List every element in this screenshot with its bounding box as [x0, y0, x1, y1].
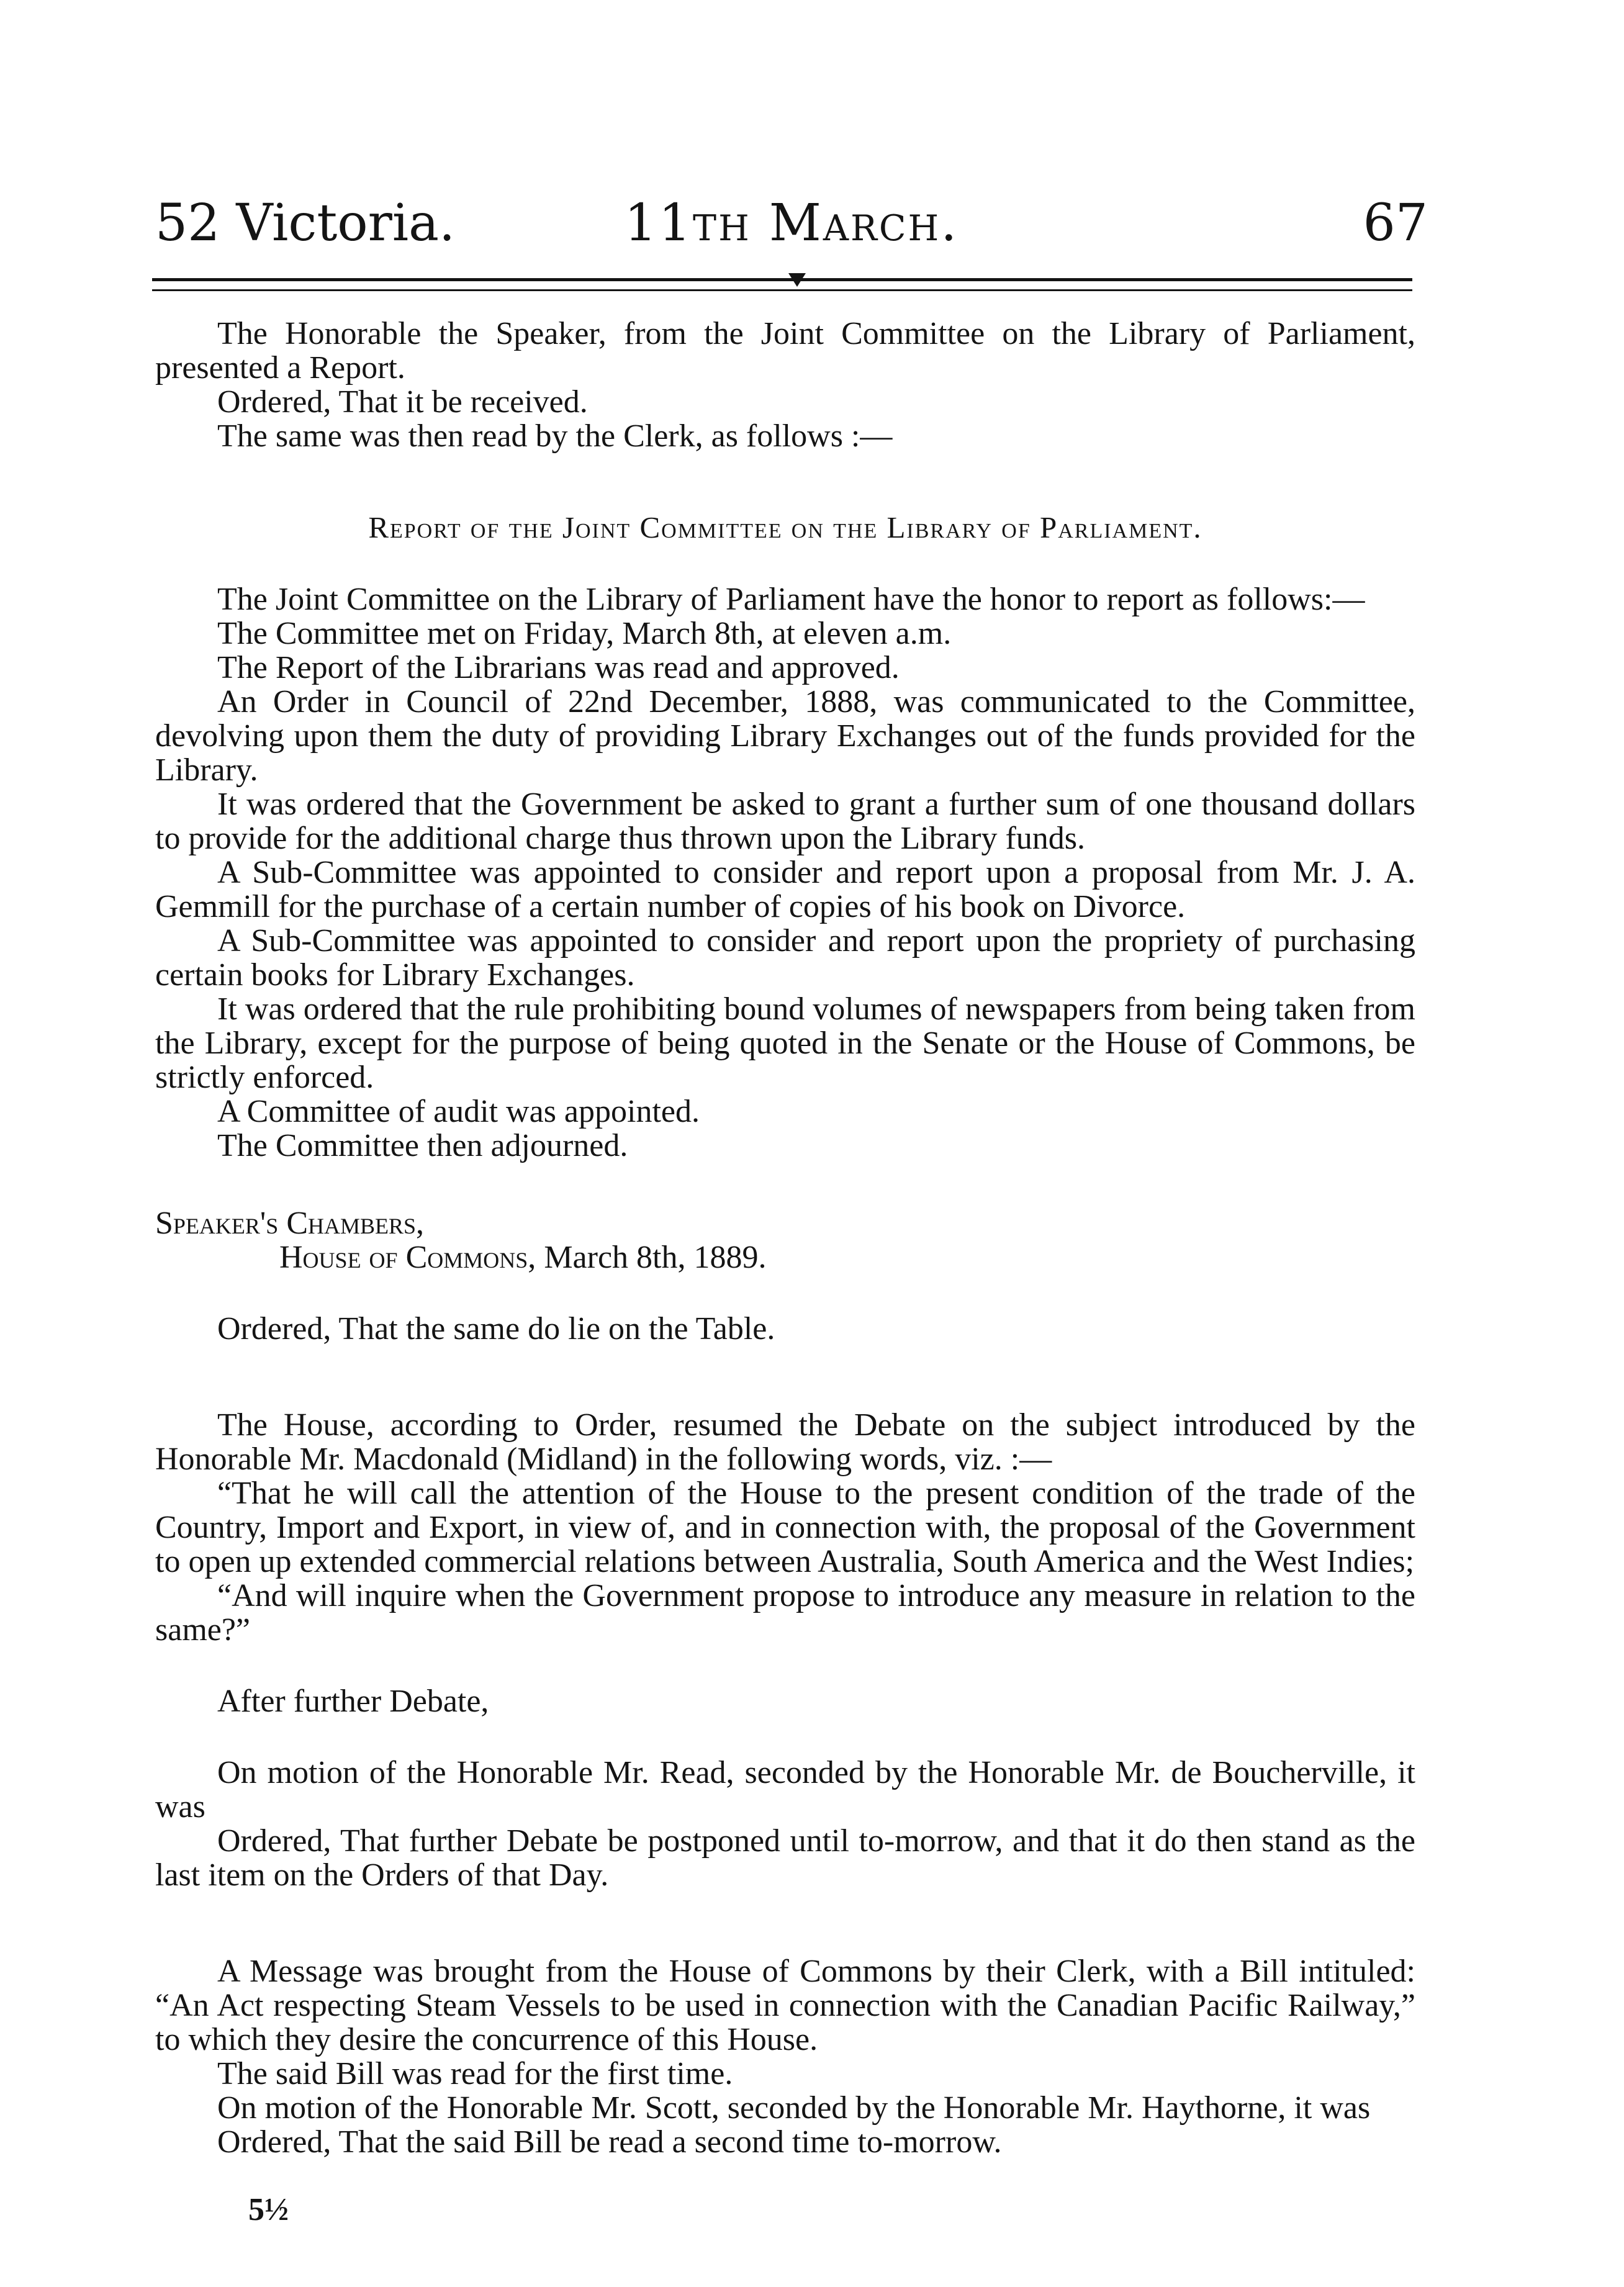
signature-place: Speaker's Chambers, [155, 1206, 425, 1241]
header-rule-thick [152, 278, 1412, 281]
report-paragraph: The Joint Committee on the Library of Parliament have the honor to report as follows:— [217, 582, 1365, 617]
signature-house: House of Commons, [279, 1240, 536, 1275]
spacer [155, 1274, 1415, 1312]
report-paragraph: The Report of the Librarians was read and approved. [217, 650, 900, 685]
signature-date [155, 1240, 1415, 1274]
spacer [155, 1892, 1415, 1954]
paragraph-first-reading: The said Bill was read for the first time. [217, 2056, 733, 2091]
running-head-volume: 52 Victoria. [155, 194, 456, 253]
page-number: 67 [1363, 194, 1428, 253]
running-head-date [155, 186, 1428, 261]
spacer [155, 1718, 1415, 1756]
report-paragraph: A Sub-Committee was appointed to consider and report upon a proposal from Mr. J. A. Gemmill for the purchase of a certain number of copies of his book on Divorce. [155, 855, 1415, 924]
header-rule-thin [152, 289, 1412, 291]
signature-date-text: March 8th, 1889. [536, 1240, 767, 1275]
report-paragraph: The Committee then adjourned. [217, 1128, 628, 1163]
paragraph-second-reading: Ordered, That the said Bill be read a second time to-morrow. [217, 2124, 1002, 2160]
report-paragraph: A Sub-Committee was appointed to consider and report upon the propriety of purchasing certain books for Library Exchanges. [155, 923, 1415, 993]
running-head [155, 186, 1428, 261]
paragraph-motion-read: On motion of the Honorable Mr. Read, seconded by the Honorable Mr. de Boucherville, it was [155, 1755, 1415, 1825]
report-paragraph: A Committee of audit was appointed. [217, 1094, 700, 1129]
page-body [155, 317, 1415, 2159]
paragraph-debate-resumed: The House, according to Order, resumed the Debate on the subject introduced by the Honorable Mr. Macdonald (Midland) in the following words, viz. :— [155, 1407, 1415, 1477]
paragraph-message-commons: A Message was brought from the House of Commons by their Clerk, with a Bill intituled: “An Act respecting Steam Vessels to be used in connection with the Canadian Pacific Railway,” to which they desire the concurrence of this House. [155, 1954, 1415, 2057]
report-paragraph: It was ordered that the rule prohibiting bound volumes of newspapers from being taken from the Library, except for the purpose of being quoted in the Senate or the House of Commons, be strictly enforced. [155, 991, 1415, 1095]
paragraph-debate-postponed: Ordered, That further Debate be postponed until to-morrow, and that it do then stand as the last item on the Orders of that Day. [155, 1823, 1415, 1893]
report-paragraph: It was ordered that the Government be asked to grant a further sum of one thousand dollars to provide for the additional charge thus thrown upon the Library funds. [155, 787, 1415, 856]
paragraph-motion-quote: “And will inquire when the Government propose to introduce any measure in relation to the same?” [155, 1578, 1415, 1648]
report-heading: Report of the Joint Committee on the Library of Parliament. [368, 510, 1202, 544]
paragraph-motion-scott: On motion of the Honorable Mr. Scott, seconded by the Honorable Mr. Haythorne, it was [217, 2090, 1371, 2126]
paragraph-after-debate: After further Debate, [217, 1684, 489, 1719]
running-head-date-text: 11th March. [624, 194, 959, 253]
paragraph-ordered-received: Ordered, That it be received. [217, 384, 588, 420]
spacer [155, 1647, 1415, 1684]
report-paragraph: The Committee met on Friday, March 8th, at eleven a.m. [217, 616, 952, 651]
paragraph-lie-on-table: Ordered, That the same do lie on the Table. [217, 1311, 775, 1346]
paragraph-read-by-clerk: The same was then read by the Clerk, as follows :— [217, 418, 893, 454]
paragraph-report-presented: The Honorable the Speaker, from the Joint Committee on the Library of Parliament, presented a Report. [155, 316, 1415, 386]
report-paragraph: An Order in Council of 22nd December, 1888, was communicated to the Committee, devolving upon them the duty of providing Library Exchanges out of the funds provided for the Library. [155, 684, 1415, 788]
spacer [155, 1346, 1415, 1408]
printer-signature-mark: 5½ [248, 2192, 289, 2227]
paragraph-motion-quote: “That he will call the attention of the House to the present condition of the trade of the Country, Import and Export, in view of, and in connection with, the proposal of the Government to open up extended commercial relations between Australia, South America and the West Indies; [155, 1476, 1415, 1579]
